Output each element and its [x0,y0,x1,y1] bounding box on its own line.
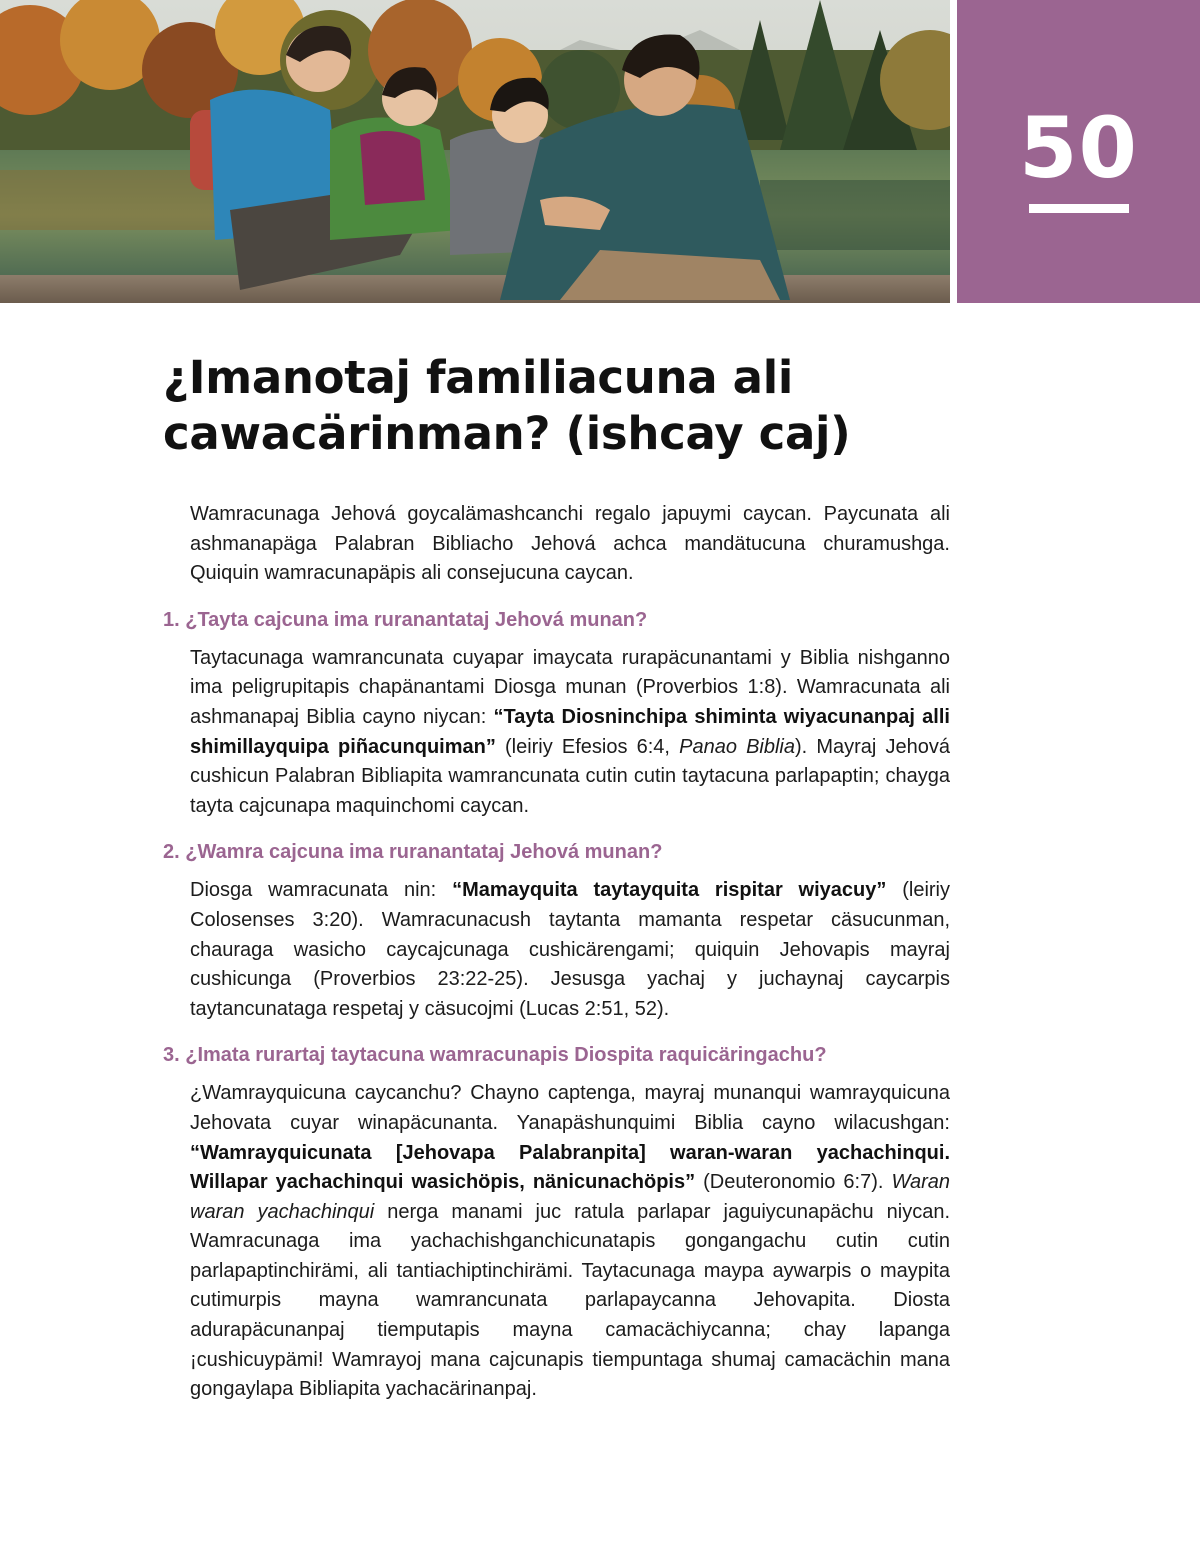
section-2-text-b: (leiriy Colosenses 3:20). Wamracunacush taytanta mamanta respetar cäsucunman, chauraga wasicho caycajcunaga cushicärengami; quiquin Jehovapis mayraj cushicunga (Proverbios 23:22-25). Jesusga yachaj y juchaynaj caycarpis taytancunataga respetaj y cäsucojmi (Lucas 2:51, 52). [190,879,950,1020]
section-1-question: 1. ¿Tayta cajcuna ima ruranantataj Jehová munan? [163,608,648,631]
section-1 [163,606,950,822]
section-3 [163,1041,950,1405]
section-1-quote: “Tayta Diosninchipa shiminta wiyacunanpaj alli shimillayquipa piñacunquiman” [190,705,950,758]
section-2-quote: “Mamayquita taytayquita rispitar wiyacuy” [452,879,887,902]
section-3-quote: “Wamrayquicunata [Jehovapa Palabranpita] waran-waran yachachinqui. Willapar yachachinqui wasichöpis, nänicunachöpis” [190,1141,950,1194]
intro-paragraph: Wamracunaga Jehová goycalämashcanchi regalo japuymi caycan. Paycunata ali ashmanapäga Palabran Bibliacho Jehová achca mandätucuna churamushga. Quiquin wamracunapäpis ali consejucuna caycan. [190,503,950,585]
section-3-question: 3. ¿Imata rurartaj taytacuna wamracunapis Diospita raquicäringachu? [163,1044,827,1067]
section-1-italic: Panao Biblia [679,735,795,758]
page-title [163,350,983,462]
lesson-number: 50 [1019,99,1138,197]
section-2-paragraph [190,876,950,1024]
section-3-italic: Waran waran yachachinqui [190,1171,950,1223]
header-photo [0,0,950,303]
section-1-text-c: ). Mayraj Jehová cushicun Palabran Bibliapita wamrancunata cutin cutin taytacuna parlapaptin; chayga tayta cajcunapa maquinchomi caycan. [190,735,950,817]
page-title-line-2: cawacärinman? (ishcay caj) [163,407,851,460]
section-3-text-c: nerga manami juc ratula parlapar jaguiycunapächu niycan. Wamracunaga ima yachachishganchicunatapis gongangachu cutin cutin parlapaptinchirämi, ali tantiachiptinchirämi. Taytacunaga maypa aywarpis o maypita cutimurpis mayna wamrancunata parlapaycanna Jehovapita. Diosta adurapäcunanpaj tiemputapis mayna camacächiycanna; chay lapanga ¡cushicuypämi! Wamrayoj mana cajcunapis tiempuntaga shumaj camacächin mana gongaylapa Bibliapita yachacärinanpaj. [190,1200,950,1401]
section-3-text-a: ¿Wamrayquicuna caycanchu? Chayno captenga, mayraj munanqui wamrayquicuna Jehovata cuyar winapäcunanta. Yanapäshunquimi Biblia cayno wilacushgan: [190,1082,950,1134]
section-2-text-a: Diosga wamracunata nin: [190,879,453,902]
section-3-paragraph [190,1079,950,1405]
section-1-text-a: Taytacunaga wamrancunata cuyapar imaycata rurapäcunantami y Biblia nishganno ima peligrupitapis chapänantami Diosga munan (Proverbios 1:8). Wamracunata ali ashmanapaj Biblia cayno niycan: [190,646,950,728]
section-1-text-b: (leiriy Efesios 6:4, [495,735,680,758]
section-1-paragraph [190,644,950,822]
lesson-number-underline [1029,204,1129,213]
section-2-question: 2. ¿Wamra cajcuna ima ruranantataj Jehová munan? [163,841,663,864]
page-title-line-1: ¿Imanotaj familiacuna ali [163,351,793,404]
lesson-number-box [957,0,1200,303]
section-2 [163,838,950,1024]
article-body [163,500,950,1422]
section-3-text-b: (Deuteronomio 6:7). [695,1171,892,1194]
